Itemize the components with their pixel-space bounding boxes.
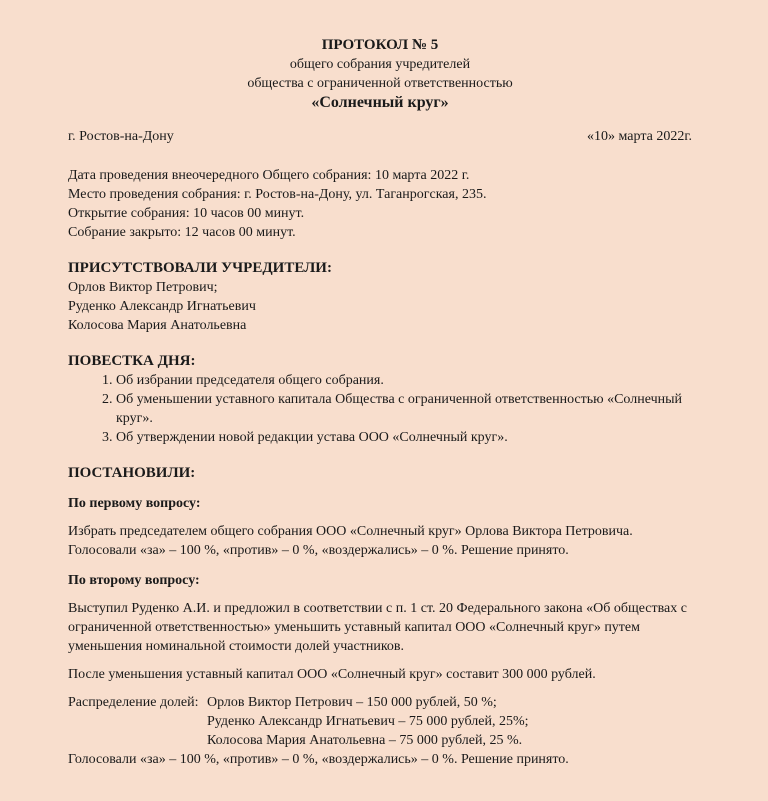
document-subtitle-company-type: общества с ограниченной ответственностью — [247, 76, 513, 91]
meeting-open-time: Открытие собрания: 10 часов 00 минут. — [68, 206, 305, 221]
question-2-proposal: Выступил Руденко А.И. и предложил в соответствии с п. 1 ст. 20 Федерального закона «Об обществах с ограниченной ответственностью» уменьшить уставный капитал ООО «Солнечный круг» путем уменьшения номинальной стоимости долей участников. — [68, 601, 687, 654]
founder-name: Орлов Виктор Петрович; — [68, 280, 218, 295]
meeting-place: Место проведения собрания: г. Ростов-на-Дону, ул. Таганрогская, 235. — [68, 187, 487, 202]
resolved-heading: ПОСТАНОВИЛИ: — [68, 465, 196, 481]
document-header — [68, 36, 692, 112]
question-1-text: Избрать председателем общего собрания ООО «Солнечный круг» Орлова Виктора Петровича. — [68, 524, 633, 539]
share-row — [68, 712, 692, 731]
protocol-document — [68, 36, 692, 769]
meeting-date: Дата проведения внеочередного Общего собрания: 10 марта 2022 г. — [68, 168, 470, 183]
share-entry: Орлов Виктор Петрович – 150 000 рублей, 50 %; — [207, 695, 497, 710]
resolved-section — [68, 464, 692, 769]
company-name: «Солнечный круг» — [311, 94, 449, 111]
share-entry: Руденко Александр Игнатьевич – 75 000 рублей, 25%; — [207, 714, 529, 729]
document-title: ПРОТОКОЛ № 5 — [321, 37, 439, 53]
agenda-heading: ПОВЕСТКА ДНЯ: — [68, 353, 196, 369]
meeting-close-time: Собрание закрыто: 12 часов 00 минут. — [68, 225, 296, 240]
place-date-row — [68, 127, 692, 146]
agenda-list — [68, 371, 692, 447]
share-distribution-label: Распределение долей: — [68, 695, 199, 710]
question-2-capital: После уменьшения уставный капитал ООО «Солнечный круг» составит 300 000 рублей. — [68, 667, 596, 682]
document-date: «10» марта 2022г. — [587, 129, 692, 144]
share-entry: Колосова Мария Анатольевна – 75 000 рублей, 25 %. — [207, 733, 523, 748]
question-1-decision — [68, 522, 692, 560]
agenda-item: 2. Об уменьшении уставного капитала Общества с ограниченной ответственностью «Солнечный круг». — [116, 390, 692, 428]
city: г. Ростов-на-Дону — [68, 129, 174, 144]
founder-name: Колосова Мария Анатольевна — [68, 318, 247, 333]
founders-heading: ПРИСУТСТВОВАЛИ УЧРЕДИТЕЛИ: — [68, 260, 332, 276]
document-subtitle: общего собрания учредителей — [289, 57, 471, 72]
meeting-info — [68, 166, 692, 242]
question-1-heading: По первому вопросу: — [68, 496, 201, 511]
share-row — [68, 731, 692, 750]
question-2-vote: Голосовали «за» – 100 %, «против» – 0 %, «воздержались» – 0 %. Решение принято. — [68, 752, 569, 767]
agenda-item: 1. Об избрании председателя общего собрания. — [116, 371, 692, 390]
share-distribution — [68, 693, 692, 769]
founders-section — [68, 259, 692, 335]
agenda-item: 3. Об утверждении новой редакции устава ООО «Солнечный круг». — [116, 428, 692, 447]
question-2-heading: По второму вопросу: — [68, 573, 200, 588]
share-row — [68, 693, 692, 712]
agenda-section — [68, 352, 692, 447]
founder-name: Руденко Александр Игнатьевич — [68, 299, 256, 314]
question-1-vote: Голосовали «за» – 100 %, «против» – 0 %, «воздержались» – 0 %. Решение принято. — [68, 543, 569, 558]
